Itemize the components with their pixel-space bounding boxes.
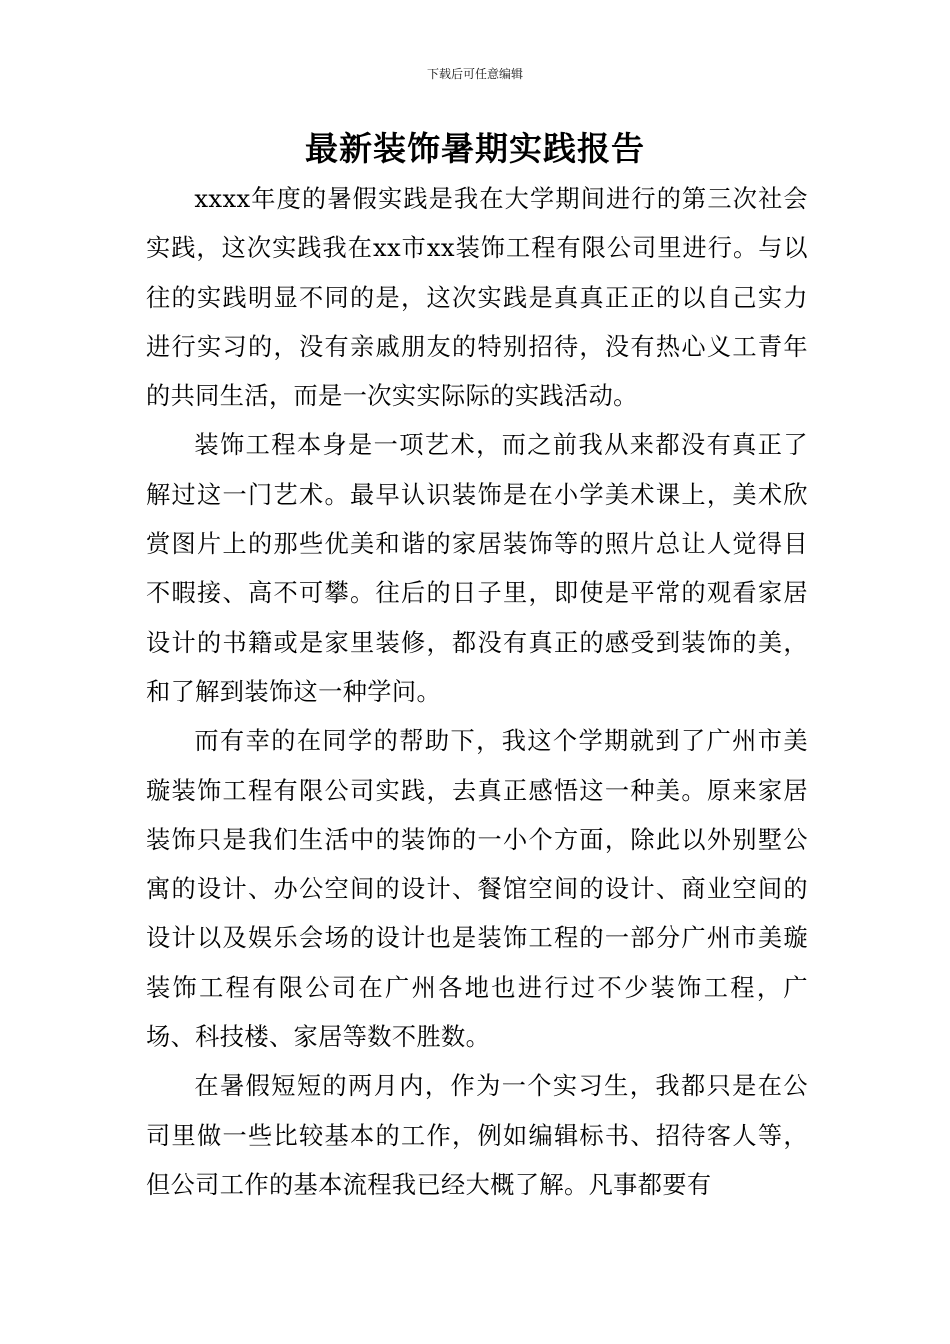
paragraph-3: 而有幸的在同学的帮助下，我这个学期就到了广州市美璇装饰工程有限公司实践，去真正感悟这一种美。原来家居装饰只是我们生活中的装饰的一小个方面，除此以外别墅公寓的设计、办公空间的设计、餐馆空间的设计、商业空间的设计以及娱乐会场的设计也是装饰工程的一部分广州市美璇装饰工程有限公司在广州各地也进行过不少装饰工程，广场、科技楼、家居等数不胜数。 <box>146 727 808 1052</box>
header-note: 下载后可任意编辑 <box>426 67 523 81</box>
paragraph-2: 装饰工程本身是一项艺术，而之前我从来都没有真正了解过这一门艺术。最早认识装饰是在小学美术课上，美术欣赏图片上的那些优美和谐的家居装饰等的照片总让人觉得目不暇接、高不可攀。往后的日子里，即使是平常的观看家居设计的书籍或是家里装修，都没有真正的感受到装饰的美，和了解到装饰这一种学问。 <box>146 431 808 706</box>
document-body <box>146 175 808 1210</box>
page-title: 最新装饰暑期实践报告 <box>305 129 645 168</box>
paragraph-1: xxxx年度的暑假实践是我在大学期间进行的第三次社会实践，这次实践我在xx市xx装饰工程有限公司里进行。与以往的实践明显不同的是，这次实践是真真正正的以自己实力进行实习的，没有亲戚朋友的特别招待，没有热心义工青年的共同生活，而是一次实实际际的实践活动。 <box>146 185 808 411</box>
paragraph-4: 在暑假短短的两月内，作为一个实习生，我都只是在公司里做一些比较基本的工作，例如编辑标书、招待客人等，但公司工作的基本流程我已经大概了解。凡事都要有 <box>146 1072 808 1199</box>
